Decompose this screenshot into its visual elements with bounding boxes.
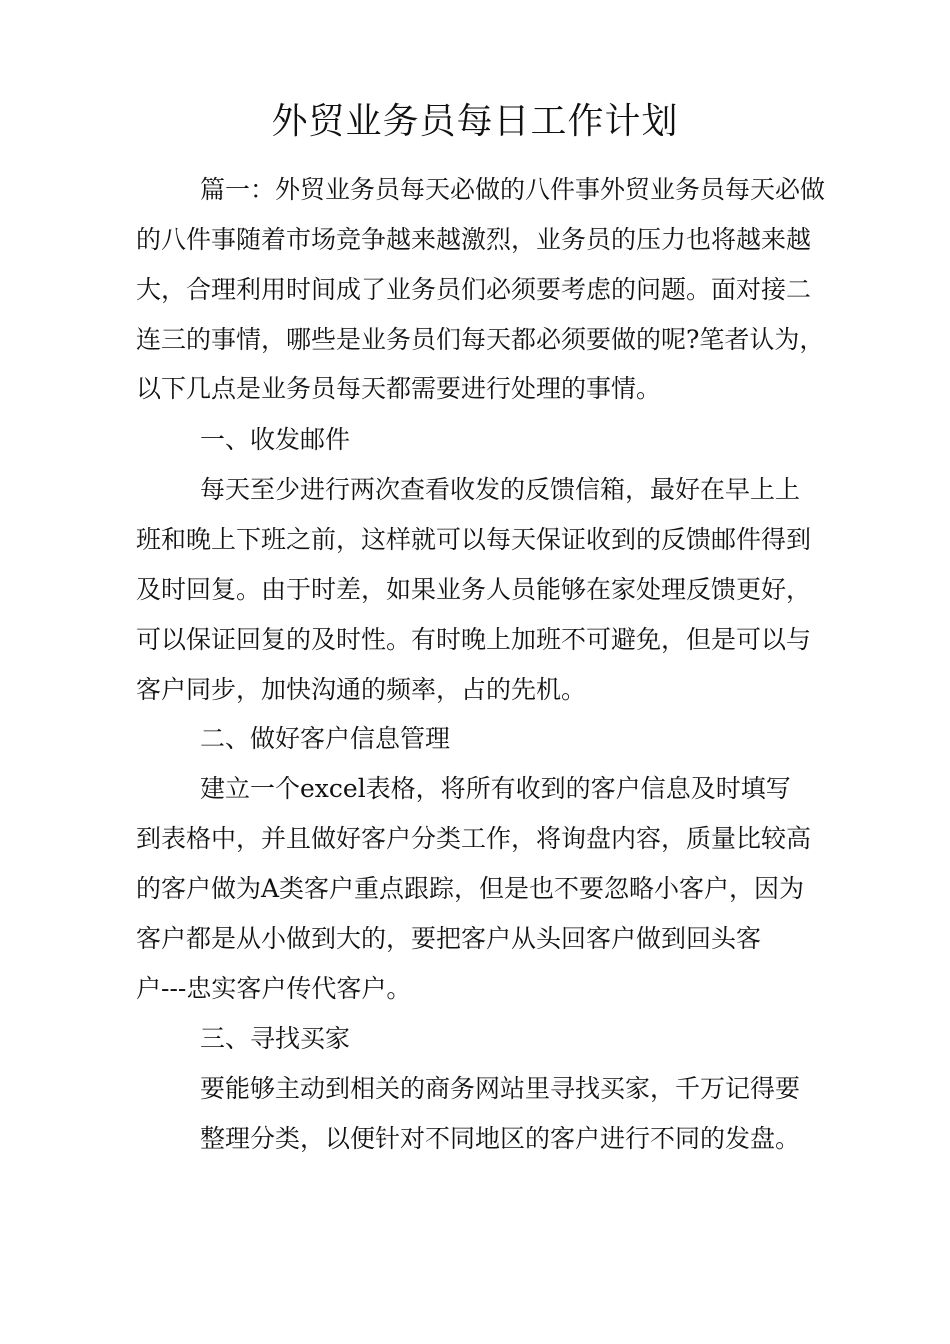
paragraph-client-info-line: 到表格中，并且做好客户分类工作，将询盘内容，质量比较高 <box>136 824 812 853</box>
paragraph-intro-line: 连三的事情，哪些是业务员们每天都必须要做的呢?笔者认为， <box>136 325 825 354</box>
document-title: 外贸业务员每日工作计划 <box>271 101 679 142</box>
section-heading-email: 一、收发邮件 <box>200 425 351 454</box>
paragraph-intro-line: 的八件事随着市场竞争越来越激烈，业务员的压力也将越来越 <box>136 225 812 254</box>
paragraph-client-info-line: 建立一个excel表格，将所有收到的客户信息及时填写 <box>200 774 791 803</box>
paragraph-email-line: 客户同步，加快沟通的频率，占的先机。 <box>136 675 587 704</box>
paragraph-email-line: 每天至少进行两次查看收发的反馈信箱，最好在早上上 <box>200 475 801 504</box>
paragraph-email-line: 班和晚上下班之前，这样就可以每天保证收到的反馈邮件得到 <box>136 525 812 554</box>
paragraph-client-info-line: 户---忠实客户传代客户。 <box>136 974 412 1003</box>
paragraph-buyers-line: 要能够主动到相关的商务网站里寻找买家，千万记得要 <box>200 1074 801 1103</box>
section-heading-client-info: 二、做好客户信息管理 <box>200 724 451 753</box>
paragraph-buyers-line: 整理分类，以便针对不同地区的客户进行不同的发盘。 <box>200 1124 801 1153</box>
paragraph-intro-line: 大，合理利用时间成了业务员们必须要考虑的问题。面对接二 <box>136 275 812 304</box>
paragraph-email-line: 及时回复。由于时差，如果业务人员能够在家处理反馈更好， <box>136 575 812 604</box>
paragraph-email-line: 可以保证回复的及时性。有时晚上加班不可避免，但是可以与 <box>136 625 812 654</box>
section-heading-buyers: 三、寻找买家 <box>200 1024 351 1053</box>
paragraph-client-info-line: 的客户做为A类客户重点跟踪，但是也不要忽略小客户，因为 <box>136 874 805 903</box>
paragraph-client-info-line: 客户都是从小做到大的，要把客户从头回客户做到回头客 <box>136 924 762 953</box>
paragraph-intro-line: 以下几点是业务员每天都需要进行处理的事情。 <box>136 374 662 403</box>
paragraph-intro-line: 篇一：外贸业务员每天必做的八件事外贸业务员每天必做 <box>200 175 826 204</box>
